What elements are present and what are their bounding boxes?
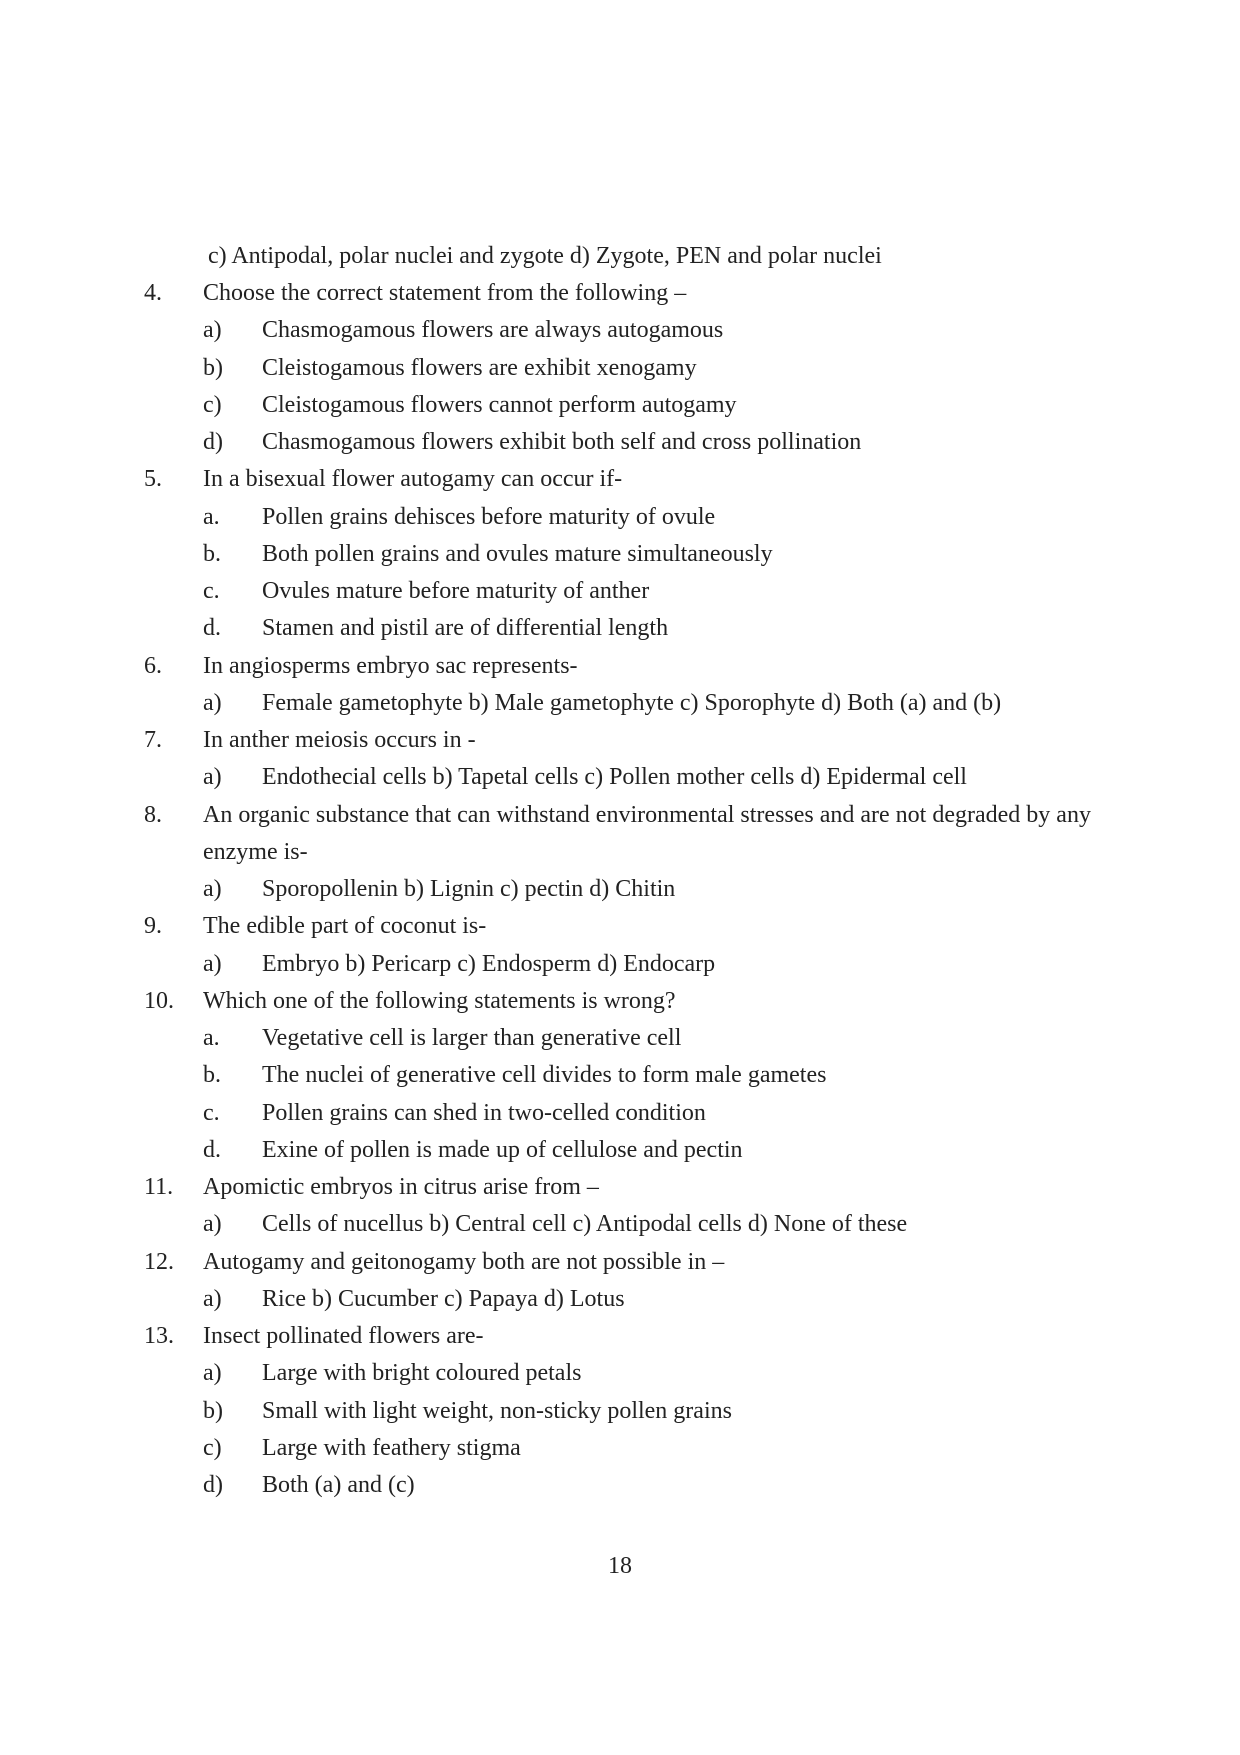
option-label: d) <box>203 429 223 455</box>
option-label: d. <box>203 1136 221 1163</box>
option-label: d) <box>203 1472 223 1498</box>
question-number: 11. <box>144 1174 174 1200</box>
option-text: Chasmogamous flowers exhibit both self and cross pollination <box>262 429 862 455</box>
question-number: 6. <box>144 652 162 679</box>
option-text: Embryo b) Pericarp c) Endosperm d) Endocarp <box>262 950 716 977</box>
continuation-text: c) Antipodal, polar nuclei and zygote d) Zygote, PEN and polar nuclei <box>208 243 882 269</box>
question-number: 5. <box>144 466 162 493</box>
option-label: c. <box>203 578 220 604</box>
option-label: a) <box>203 1360 222 1387</box>
option-text: Rice b) Cucumber c) Papaya d) Lotus <box>262 1285 625 1312</box>
question-number: 13. <box>144 1323 174 1349</box>
option-text: Pollen grains can shed in two-celled condition <box>262 1099 706 1126</box>
option-text: Stamen and pistil are of differential length <box>262 615 669 642</box>
question-number: 7. <box>144 727 162 753</box>
option-text: Vegetative cell is larger than generative cell <box>262 1025 682 1051</box>
option-label: c) <box>203 1434 222 1461</box>
question-text: An organic substance that can withstand environmental stresses and are not degraded by any <box>203 801 1091 828</box>
question-text: In anther meiosis occurs in - <box>203 727 476 753</box>
option-text: Pollen grains dehisces before maturity of ovule <box>262 503 716 530</box>
question-text: Which one of the following statements is wrong? <box>203 987 676 1014</box>
option-text: Both pollen grains and ovules mature simultaneously <box>262 540 773 567</box>
question-text: Insect pollinated flowers are- <box>203 1323 484 1349</box>
option-label: a. <box>203 1025 220 1051</box>
option-text: Small with light weight, non-sticky pollen grains <box>262 1397 732 1424</box>
page-number: 18 <box>608 1553 632 1579</box>
option-text: Ovules mature before maturity of anther <box>262 578 650 604</box>
option-label: a. <box>203 503 220 530</box>
option-label: a) <box>203 950 222 977</box>
option-text: Both (a) and (c) <box>262 1472 415 1498</box>
option-text: Large with bright coloured petals <box>262 1360 582 1387</box>
question-number: 4. <box>144 280 162 306</box>
question-number: 9. <box>144 913 162 940</box>
question-text: Autogamy and geitonogamy both are not possible in – <box>203 1248 725 1275</box>
question-text-continued: enzyme is- <box>203 838 308 865</box>
question-text: The edible part of coconut is- <box>203 913 487 940</box>
option-label: b) <box>203 1397 223 1424</box>
option-label: b. <box>203 540 221 567</box>
option-label: a) <box>203 689 222 716</box>
option-label: a) <box>203 1211 222 1238</box>
option-label: a) <box>203 876 222 902</box>
question-text: In angiosperms embryo sac represents- <box>203 652 578 679</box>
option-label: c. <box>203 1099 220 1126</box>
option-label: a) <box>203 1285 222 1312</box>
option-label: b. <box>203 1062 221 1089</box>
question-number: 10. <box>144 987 174 1014</box>
option-text: Cleistogamous flowers cannot perform autogamy <box>262 391 737 418</box>
question-number: 8. <box>144 801 162 828</box>
option-text: Sporopollenin b) Lignin c) pectin d) Chitin <box>262 876 676 902</box>
option-text: Exine of pollen is made up of cellulose and pectin <box>262 1136 743 1163</box>
option-label: b) <box>203 354 223 381</box>
option-text: Large with feathery stigma <box>262 1434 521 1461</box>
option-text: The nuclei of generative cell divides to form male gametes <box>262 1062 827 1089</box>
option-text: Cleistogamous flowers are exhibit xenogamy <box>262 354 697 381</box>
option-label: a) <box>203 317 222 344</box>
question-number: 12. <box>144 1248 174 1275</box>
option-label: d. <box>203 615 221 642</box>
question-text: In a bisexual flower autogamy can occur if- <box>203 466 623 493</box>
option-text: Female gametophyte b) Male gametophyte c) Sporophyte d) Both (a) and (b) <box>262 689 1002 716</box>
option-text: Chasmogamous flowers are always autogamous <box>262 317 724 344</box>
option-text: Cells of nucellus b) Central cell c) Antipodal cells d) None of these <box>262 1211 908 1238</box>
option-label: c) <box>203 391 222 418</box>
question-text: Choose the correct statement from the following – <box>203 280 687 306</box>
option-label: a) <box>203 764 222 791</box>
question-text: Apomictic embryos in citrus arise from – <box>203 1174 599 1200</box>
option-text: Endothecial cells b) Tapetal cells c) Pollen mother cells d) Epidermal cell <box>262 764 967 791</box>
